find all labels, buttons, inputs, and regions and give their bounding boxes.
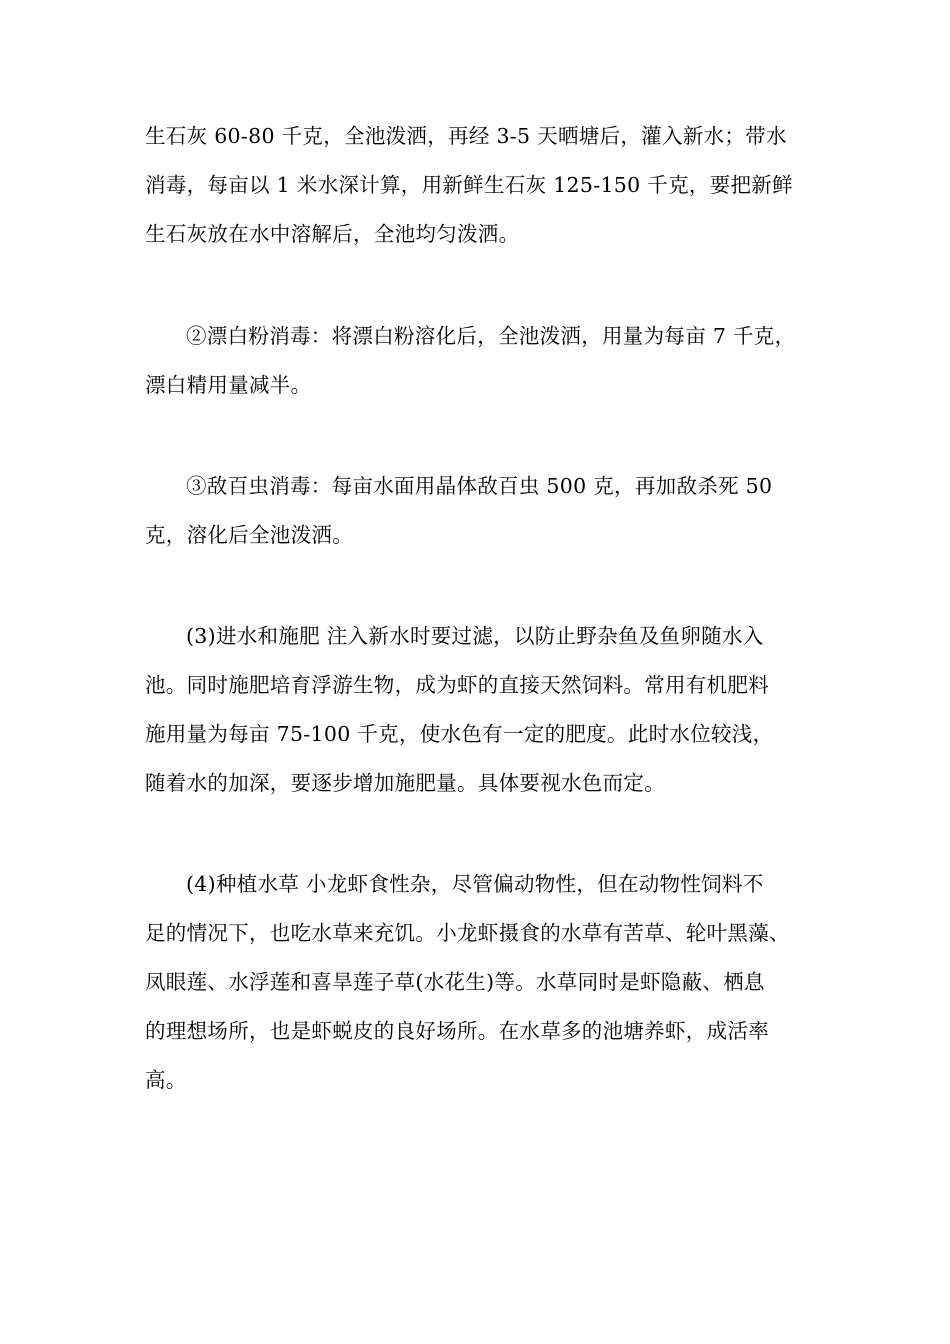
text-line: 生石灰放在水中溶解后，全池均匀泼洒。 (145, 222, 520, 246)
text-line: 凤眼莲、水浮莲和喜旱莲子草(水花生)等。水草同时是虾隐蔽、栖息 (145, 970, 765, 994)
paragraph-bleach-disinfection (145, 312, 807, 410)
text-line: (3)进水和施肥 注入新水时要过滤，以防止野杂鱼及鱼卵随水入 (186, 624, 764, 648)
paragraph-quicklime-disinfection (145, 112, 807, 259)
text-line: 随着水的加深，要逐步增加施肥量。具体要视水色而定。 (145, 771, 665, 795)
text-line: 施用量为每亩 75-100 千克，使水色有一定的肥度。此时水位较浅， (145, 722, 774, 746)
text-line: ②漂白粉消毒：将漂白粉溶化后，全池泼洒，用量为每亩 7 千克， (186, 324, 796, 348)
text-line: 池。同时施肥培育浮游生物，成为虾的直接天然饲料。常用有机肥料 (145, 673, 769, 697)
text-line: 高。 (145, 1068, 187, 1092)
paragraph-planting-aquatic-plants (145, 860, 807, 1105)
text-line: 生石灰 60-80 千克，全池泼洒，再经 3-5 天晒塘后，灌入新水；带水 (145, 124, 787, 148)
text-line: ③敌百虫消毒：每亩水面用晶体敌百虫 500 克，再加敌杀死 50 (186, 474, 773, 498)
text-line: 克，溶化后全池泼洒。 (145, 523, 353, 547)
text-line: 消毒，每亩以 1 米水深计算，用新鲜生石灰 125-150 千克，要把新鲜 (145, 173, 793, 197)
paragraph-water-and-fertilizer (145, 612, 807, 808)
text-line: 的理想场所，也是虾蜕皮的良好场所。在水草多的池塘养虾，成活率 (145, 1019, 769, 1043)
text-line: (4)种植水草 小龙虾食性杂，尽管偏动物性，但在动物性饲料不 (186, 872, 764, 896)
paragraph-dipterex-disinfection (145, 462, 807, 560)
text-line: 足的情况下，也吃水草来充饥。小龙虾摄食的水草有苦草、轮叶黑藻、 (145, 921, 790, 945)
text-line: 漂白精用量减半。 (145, 373, 312, 397)
